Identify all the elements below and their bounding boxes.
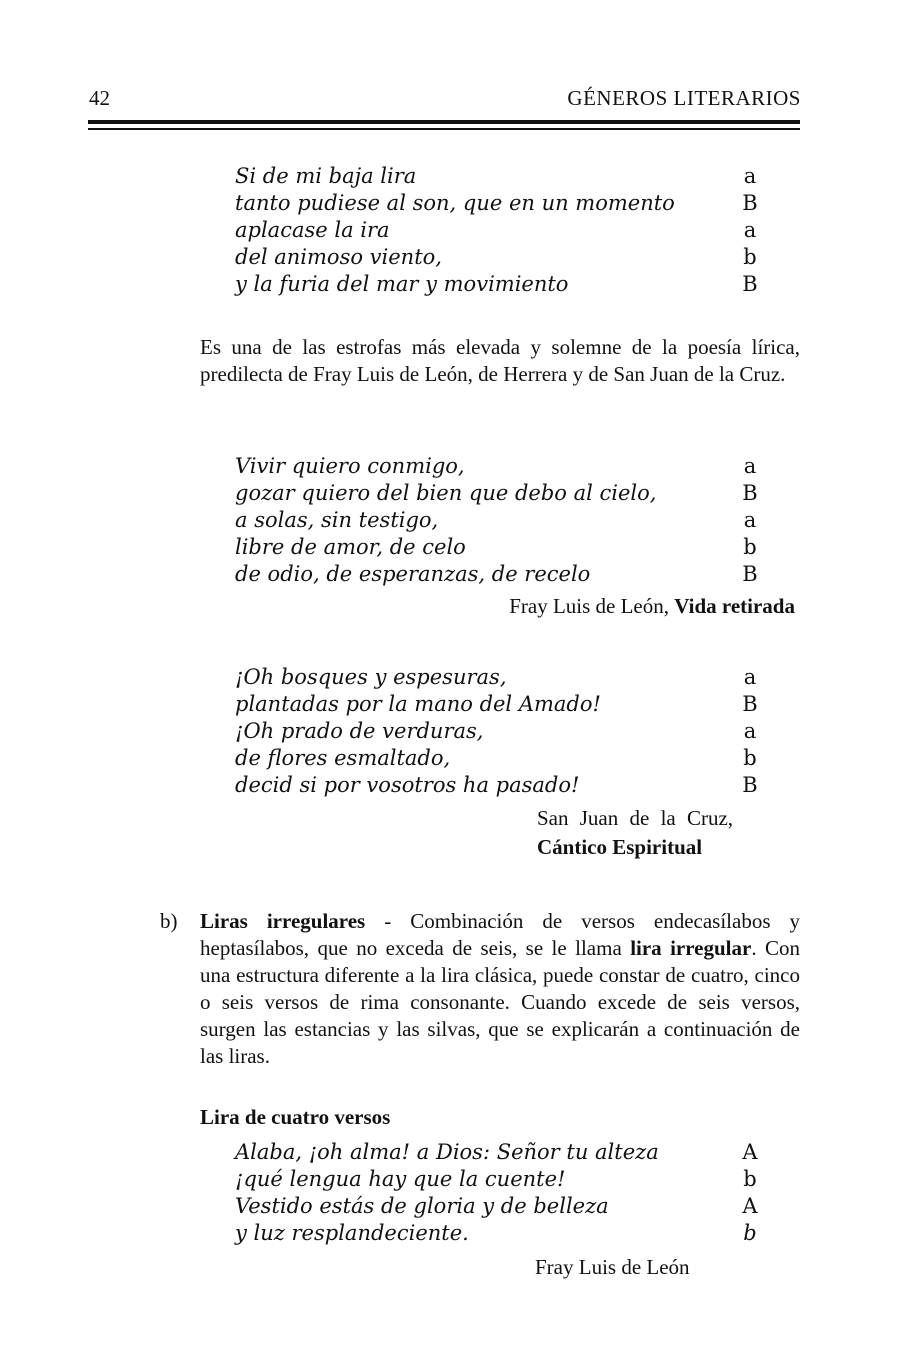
stanza-2 [235,453,765,588]
rhyme-letter: b [743,1221,757,1245]
rhyme-letter: A [742,1140,758,1164]
verse-line: a solas, sin testigo, [235,508,439,532]
citation-author: Fray Luis de León, [509,594,669,618]
verse-line: ¡qué lengua hay que la cuente! [235,1167,566,1191]
verse-row [235,1166,765,1193]
header-rule-thick [88,120,800,124]
rhyme-letter: a [743,508,757,532]
verse-line: decid si por vosotros ha pasado! [235,773,580,797]
rhyme-letter: a [743,454,757,478]
verse-row [235,664,765,691]
verse-row [235,217,765,244]
verse-line: Vestido estás de gloria y de belleza [235,1194,609,1218]
verse-line: plantadas por la mano del Amado! [235,692,601,716]
stanza-1 [235,163,765,298]
definition-text-2: . Con una estructura diferente a la lira clásica, puede constar de cuatro, cinco o seis versos de rima consonante. Cuando excede de seis versos, surgen las estancias y las silvas, que se explicarán a continuación de las liras. [200,936,801,1068]
verse-line: aplacase la ira [235,218,390,242]
citation-2 [509,592,795,621]
running-title: GÉNEROS LITERARIOS [567,86,801,110]
rhyme-letter: B [742,562,758,586]
citation-work: Cántico Espiritual [537,835,703,859]
rhyme-letter: B [742,692,758,716]
list-marker: b) [160,909,178,933]
term-lira-irregular: lira irregular [630,936,752,960]
verse-row [235,745,765,772]
rhyme-letter: B [742,773,758,797]
rhyme-letter: B [742,272,758,296]
rhyme-letter: a [743,164,757,188]
page-number: 42 [89,86,110,110]
verse-row [235,190,765,217]
citation-4 [535,1253,690,1282]
citation-author: San Juan de la Cruz, [537,806,734,830]
verse-line: de odio, de esperanzas, de recelo [235,562,591,586]
rhyme-letter: B [742,481,758,505]
verse-row [235,1139,765,1166]
rhyme-letter: a [743,719,757,743]
verse-line: y la furia del mar y movimiento [235,272,569,296]
verse-line: tanto pudiese al son, que en un momento [235,191,675,215]
rhyme-letter: A [742,1194,758,1218]
verse-row [235,453,765,480]
verse-row [235,163,765,190]
rhyme-letter: b [743,746,757,770]
verse-line: Alaba, ¡oh alma! a Dios: Señor tu alteza [235,1140,659,1164]
rhyme-letter: b [743,535,757,559]
verse-row [235,718,765,745]
definition-text-1: - Combinación de versos endecasílabos y heptasílabos, que no exceda de seis, se le llama [200,909,801,960]
verse-line: de flores esmaltado, [235,746,451,770]
rhyme-letter: b [743,245,757,269]
rhyme-letter: b [743,1167,757,1191]
subheading-lira-cuatro-versos: Lira de cuatro versos [200,1105,391,1129]
paragraph-1: Es una de las estrofas más elevada y solemne de la poesía lírica, predilecta de Fray Luis de León, de Herrera y de San Juan de la Cruz. [200,335,800,386]
verse-row [235,772,765,799]
verse-line: libre de amor, de celo [235,535,466,559]
verse-row [235,1193,765,1220]
verse-line: del animoso viento, [235,245,442,269]
stanza-3 [235,664,765,799]
paragraph-liras-irregulares [200,908,800,1070]
citation-3 [537,804,733,862]
citation-author: Fray Luis de León [535,1255,690,1279]
stanza-4 [235,1139,765,1247]
verse-row [235,691,765,718]
verse-line: ¡Oh bosques y espesuras, [235,665,507,689]
verse-row [235,561,765,588]
verse-row [235,271,765,298]
verse-line: y luz resplandeciente. [235,1221,469,1245]
verse-line: ¡Oh prado de verduras, [235,719,484,743]
verse-line: Si de mi baja lira [235,164,417,188]
verse-row [235,507,765,534]
verse-row [235,480,765,507]
header-rule-thin [88,128,800,130]
rhyme-letter: B [742,191,758,215]
verse-line: Vivir quiero conmigo, [235,454,465,478]
rhyme-letter: a [743,218,757,242]
verse-row [235,244,765,271]
term-liras-irregulares: Liras irregulares [200,909,366,933]
citation-work: Vida retirada [674,594,795,618]
rhyme-letter: a [743,665,757,689]
verse-line: gozar quiero del bien que debo al cielo, [235,481,657,505]
verse-row [235,534,765,561]
verse-row [235,1220,765,1247]
